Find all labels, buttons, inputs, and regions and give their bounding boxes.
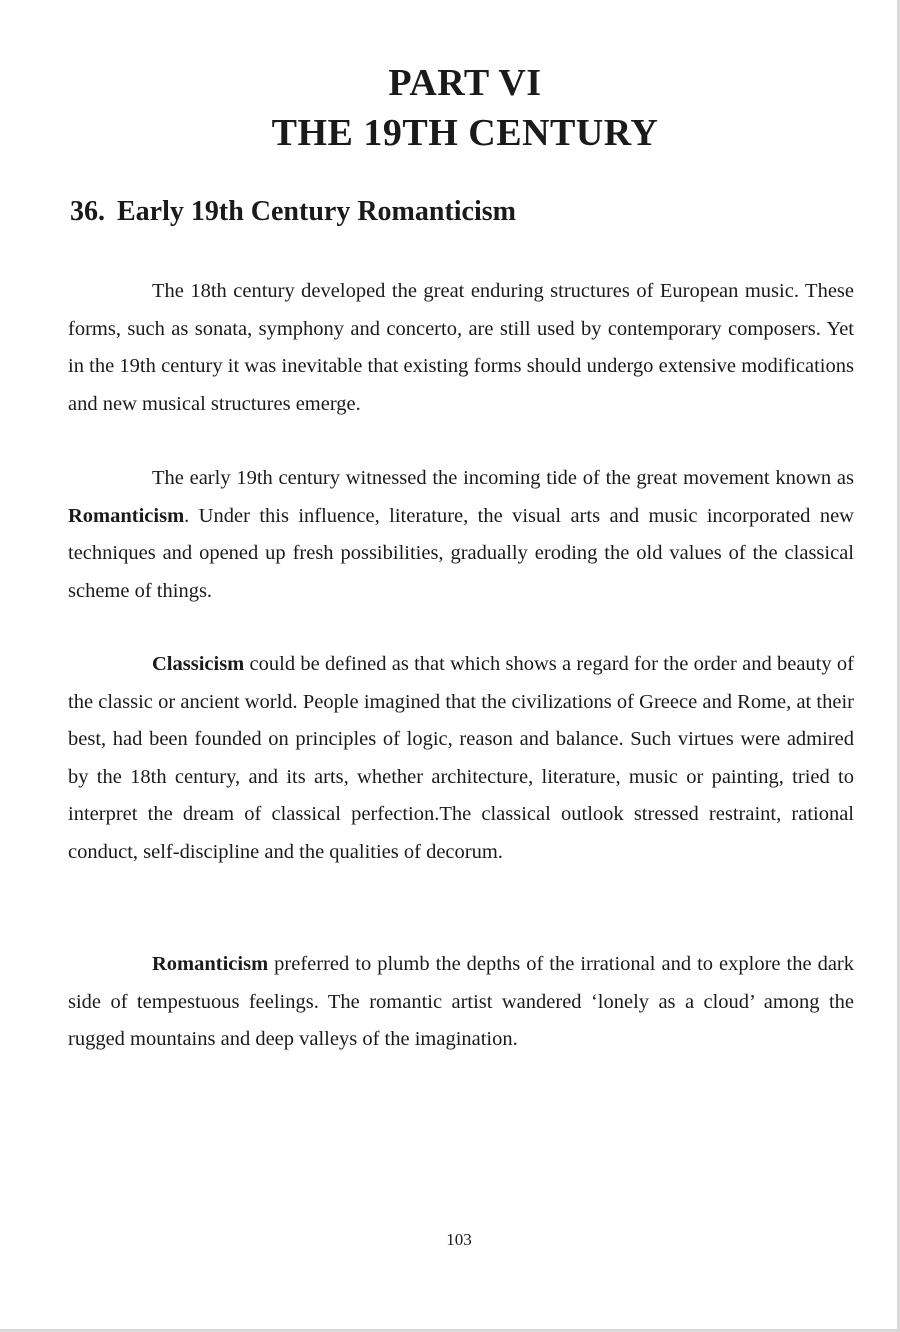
paragraph-4 <box>68 946 854 1059</box>
part-title: THE 19TH CENTURY <box>271 112 659 154</box>
part-label: PART VI <box>388 62 542 104</box>
section-title: Early 19th Century Romanticism <box>117 196 516 227</box>
paragraph-1 <box>68 273 854 423</box>
paragraph-4-text: preferred to plumb the depths of the irrational and to explore the dark side of tempestuous feelings. The romantic artist wandered ‘lonely as a cloud’ among the rugged mountains and deep valleys of the imagination. <box>68 953 854 1050</box>
paragraph-2-text-before: The early 19th century witnessed the incoming tide of the great movement known as <box>152 467 854 489</box>
paragraph-3 <box>68 646 854 871</box>
term-romanticism: Romanticism <box>68 504 185 527</box>
term-romanticism-2: Romanticism <box>152 953 269 975</box>
paragraph-1-text: The 18th century developed the great enduring structures of European music. These forms, such as sonata, symphony and concerto, are still used by contemporary composers. Yet in the 19th century it was inevitable that existing forms should undergo extensive modifications and new musical structures emerge. <box>68 280 854 415</box>
page-number: 103 <box>446 1230 472 1249</box>
paragraph-2 <box>68 460 854 610</box>
paragraph-2-text-after: . Under this influence, literature, the visual arts and music incorporated new techniques and opened up fresh possibilities, gradually eroding the old values of the classical scheme of things. <box>68 504 854 602</box>
paragraph-3-text: could be defined as that which shows a regard for the order and beauty of the classic or ancient world. People imagined that the civilizations of Greece and Rome, at their best, had been founded on principles of logic, reason and balance. Such virtues were admired by the 18th century, and its arts, whether architecture, literature, music or painting, tried to interpret the dream of classical perfection.The classical outlook stressed restraint, rational conduct, self-discipline and the qualities of decorum. <box>68 653 854 863</box>
term-classicism: Classicism <box>152 653 245 675</box>
section-number: 36. <box>70 196 105 227</box>
section-heading <box>70 192 516 232</box>
